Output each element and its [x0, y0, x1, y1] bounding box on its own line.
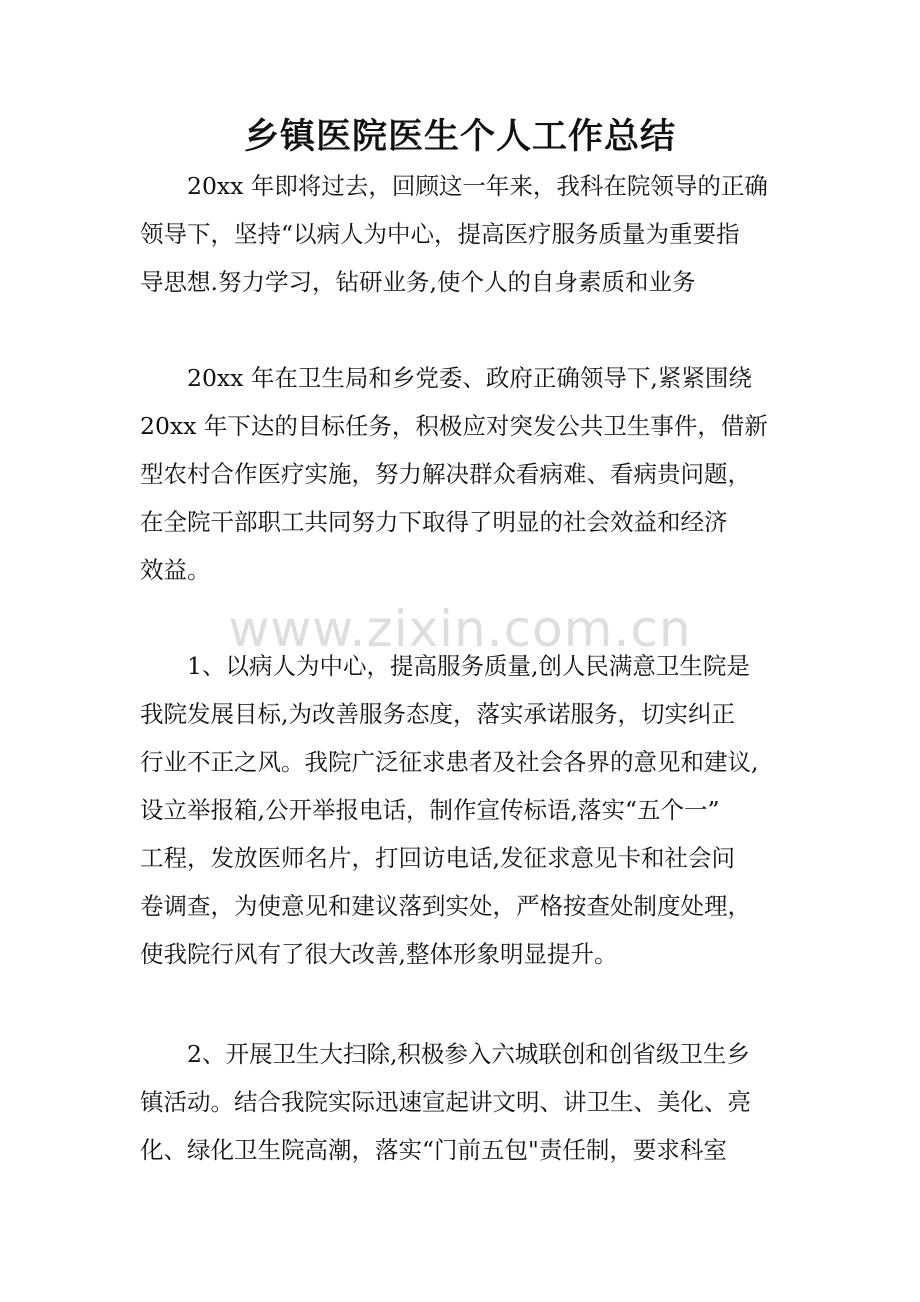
- paragraph-line: 20xx 年即将过去，回顾这一年来，我科在院领导的正确: [187, 172, 768, 200]
- paragraph-item-2: [140, 1030, 790, 1174]
- paragraph-line: 20xx 年下达的目标任务，积极应对突发公共卫生事件，借新: [140, 412, 768, 440]
- document-title: 乡镇医院医生个人工作总结: [243, 116, 676, 157]
- paragraph-line: 1、以病人为中心，提高服务质量,创人民满意卫生院是: [187, 652, 750, 680]
- watermark-text: www.zixin.com.cn: [228, 600, 692, 658]
- paragraph-line: 在全院干部职工共同努力下取得了明显的社会效益和经济: [140, 508, 728, 536]
- paragraph-summary: [140, 354, 790, 594]
- paragraph-line: 我院发展目标,为改善服务态度，落实承诺服务，切实纠正: [140, 700, 735, 728]
- paragraph-line: 导思想.努力学习，钻研业务,使个人的自身素质和业务: [140, 268, 696, 296]
- paragraph-line: 使我院行风有了很大改善,整体形象明显提升。: [140, 940, 618, 968]
- paragraph-line: 工程，发放医师名片，打回访电话,发征求意见卡和社会问: [140, 844, 735, 872]
- paragraph-line: 2、开展卫生大扫除,积极参入六城联创和创省级卫生乡: [187, 1040, 750, 1068]
- paragraph-line: 设立举报箱,公开举报电话，制作宣传标语,落实“五个一”: [140, 796, 720, 824]
- paragraph-line: 行业不正之风。我院广泛征求患者及社会各界的意见和建议,: [140, 748, 759, 776]
- paragraph-item-1: [140, 642, 790, 978]
- paragraph-line: 镇活动。结合我院实际迅速宣起讲文明、讲卫生、美化、亮: [140, 1088, 751, 1116]
- paragraph-line: 型农村合作医疗实施，努力解决群众看病难、看病贵问题，: [140, 460, 751, 488]
- paragraph-line: 20xx 年在卫生局和乡党委、政府正确领导下,紧紧围绕: [187, 364, 752, 392]
- paragraph-line: 卷调查，为使意见和建议落到实处，严格按查处制度处理，: [140, 892, 751, 920]
- paragraph-intro: [140, 162, 790, 306]
- paragraph-line: 化、绿化卫生院高潮，落实“门前五包"责任制，要求科室: [140, 1136, 727, 1164]
- paragraph-line: 领导下，坚持“以病人为中心，提高医疗服务质量为重要指: [140, 220, 740, 248]
- paragraph-line: 效益。: [140, 556, 211, 584]
